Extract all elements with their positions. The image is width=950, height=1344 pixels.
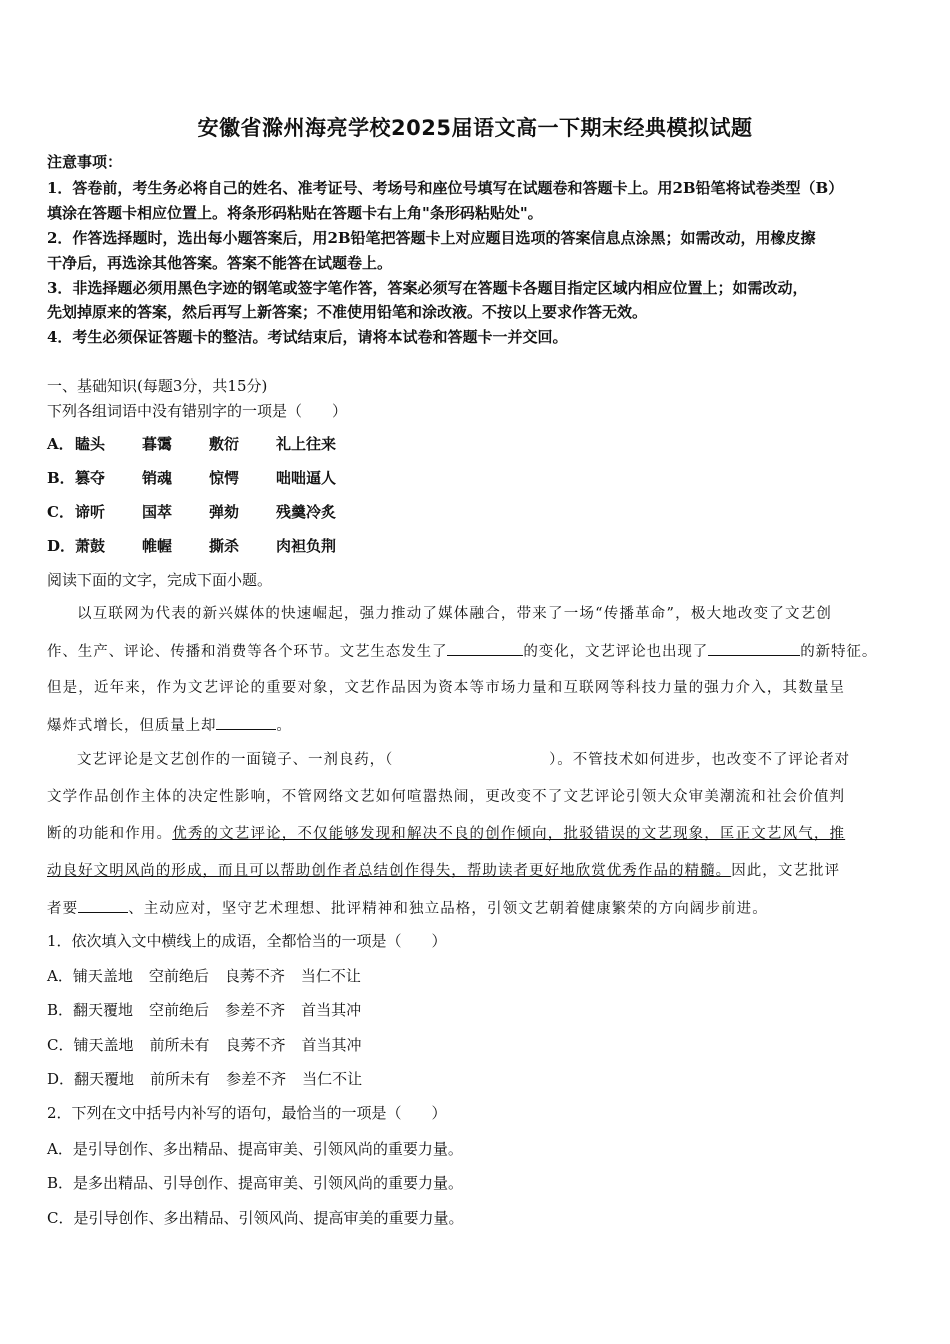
choice-item: 前所未有 <box>149 1036 210 1054</box>
option-label: C． <box>47 503 74 521</box>
choice-label: D． <box>47 1070 75 1088</box>
choice-item: 参差不齐 <box>225 1001 286 1019</box>
passage-text: 断的功能和作用。 <box>47 826 173 842</box>
passage-line <box>47 715 905 736</box>
underlined-text: 优秀的文艺评论，不仅能够发现和解决不良的创作倾向，批驳错误的文艺现象，匡正文艺风气，推 <box>172 826 846 842</box>
option-word: 弹劾 <box>209 503 240 521</box>
notice-heading: 注意事项： <box>47 153 123 171</box>
notice-line: 先划掉原来的答案，然后再写上新答案；不准使用铅笔和涂改液。不按以上要求作答无效。 <box>47 303 648 321</box>
passage-line <box>47 750 905 770</box>
notice-line: 3．非选择题必须用黑色字迹的钢笔或签字笔作答，答案必须写在答题卡各题目指定区域内相应位置上；如需改动， <box>47 279 808 297</box>
choice-label: A． <box>47 967 73 985</box>
fill-blank[interactable] <box>447 641 523 656</box>
section-heading: 一、基础知识(每题3分，共15分) <box>47 377 268 395</box>
choice-item: 良莠不齐 <box>224 967 285 985</box>
fill-blank[interactable] <box>78 898 128 913</box>
choice-item: 当仁不让 <box>300 967 361 985</box>
choice-c[interactable] <box>47 1035 378 1055</box>
choice-b[interactable] <box>47 1173 479 1193</box>
option-word: 瞌头 <box>75 435 106 453</box>
page-title: 安徽省滁州海亮学校2025届语文高一下期末经典模拟试题 <box>197 116 753 140</box>
choice-item: 铺天盖地 <box>73 1036 134 1054</box>
option-word: 暮霭 <box>142 435 173 453</box>
option-word: 敷衍 <box>209 435 240 453</box>
option-word: 咄咄逼人 <box>276 469 337 487</box>
passage-text: 爆炸式增长，但质量上却 <box>47 718 217 734</box>
choice-a[interactable] <box>47 1139 479 1159</box>
notice-line: 4．考生必须保证答题卡的整洁。考试结束后，请将本试卷和答题卡一并交回。 <box>47 328 568 346</box>
notice-line: 填涂在答题卡相应位置上。将条形码粘贴在答题卡右上角"条形码粘贴处"。 <box>47 204 543 222</box>
option-row-b[interactable] <box>47 468 336 488</box>
question-stem: 下列各组词语中没有错别字的一项是（ ） <box>47 402 348 420</box>
passage-line <box>47 898 905 919</box>
choice-item: 空前绝后 <box>149 1001 210 1019</box>
choice-item: 当仁不让 <box>302 1070 363 1088</box>
choice-c[interactable] <box>47 1208 480 1228</box>
fill-blank[interactable] <box>708 641 800 656</box>
option-word: 国萃 <box>142 503 173 521</box>
choice-item: 首当其冲 <box>301 1001 362 1019</box>
passage-text: ）。不管技术如何进步，也改变不了评论者对 <box>549 752 850 768</box>
choice-label: C． <box>47 1209 74 1227</box>
passage-line: 但是，近年来，作为文艺评论的重要对象，文艺作品因为资本等市场力量和互联网等科技力量的强力介入，其数量呈 <box>47 680 846 696</box>
choice-label: B． <box>47 1001 74 1019</box>
choice-text: 是引导创作、多出精品、提高审美、引领风尚的重要力量。 <box>72 1140 463 1158</box>
choice-a[interactable] <box>47 966 377 986</box>
option-row-d[interactable] <box>47 536 336 556</box>
choice-item: 参差不齐 <box>226 1070 287 1088</box>
passage-text: 的变化，文艺评论也出现了 <box>523 644 709 660</box>
choice-item: 首当其冲 <box>301 1036 362 1054</box>
choice-b[interactable] <box>47 1000 377 1020</box>
option-word: 礼上往来 <box>276 435 337 453</box>
option-word: 萧鼓 <box>75 537 106 555</box>
choice-item: 空前绝后 <box>148 967 209 985</box>
option-word: 撕杀 <box>209 537 240 555</box>
option-word: 谛听 <box>75 503 106 521</box>
choice-d[interactable] <box>47 1069 378 1089</box>
passage-text: 的新特征。 <box>800 644 878 660</box>
passage-text: 作、生产、评论、传播和消费等各个环节。文艺生态发生了 <box>47 644 448 660</box>
passage-text: 文艺评论是文艺创作的一面镜子、一剂良药，（ <box>77 752 394 768</box>
choice-item: 前所未有 <box>150 1070 211 1088</box>
option-word: 残羹冷炙 <box>276 503 337 521</box>
notice-line: 2．作答选择题时，选出每小题答案后，用2B铅笔把答题卡上对应题目选项的答案信息点涂黑；如需改动，用橡皮擦 <box>47 229 816 247</box>
choice-text: 是引导创作、多出精品、引领风尚、提高审美的重要力量。 <box>73 1209 464 1227</box>
notice-line: 干净后，再选涂其他答案。答案不能答在试题卷上。 <box>47 254 393 272</box>
passage-line: 文学作品创作主体的决定性影响，不管网络文艺如何喧嚣热闹，更改变不了文艺评论引领大众审美潮流和社会价值判 <box>47 789 846 805</box>
notice-line: 1．答卷前，考生务必将自己的姓名、准考证号、考场号和座位号填写在试题卷和答题卡上。用2B铅笔将试卷类型（B） <box>47 179 844 197</box>
option-word: 肉袒负荆 <box>276 537 337 555</box>
option-label: D． <box>47 537 76 555</box>
choice-item: 翻天覆地 <box>73 1001 134 1019</box>
reading-intro: 阅读下面的文字，完成下面小题。 <box>47 571 273 589</box>
choice-item: 铺天盖地 <box>72 967 133 985</box>
question-stem: 1．依次填入文中横线上的成语，全都恰当的一项是（ ） <box>47 932 447 950</box>
choice-item: 良莠不齐 <box>225 1036 286 1054</box>
choice-item: 翻天覆地 <box>74 1070 135 1088</box>
option-label: B． <box>47 469 75 487</box>
option-word: 销魂 <box>142 469 173 487</box>
passage-line <box>47 641 905 662</box>
option-word: 帷幄 <box>142 537 173 555</box>
passage-line: 以互联网为代表的新兴媒体的快速崛起，强力推动了媒体融合，带来了一场“传播革命”，极大地改变了文艺创 <box>77 606 833 622</box>
option-word: 惊愕 <box>209 469 240 487</box>
passage-line <box>47 824 905 844</box>
passage-text: 者要 <box>47 901 79 917</box>
passage-text: 因此，文艺批评 <box>731 863 841 879</box>
passage-text: 、主动应对，坚守艺术理想、批评精神和独立品格，引领文艺朝着健康繁荣的方向阔步前进。 <box>128 901 768 917</box>
choice-label: A． <box>47 1140 73 1158</box>
option-word: 篡夺 <box>75 469 106 487</box>
underlined-text: 动良好文明风尚的形成，而且可以帮助创作者总结创作得失，帮助读者更好地欣赏优秀作品的精髓。 <box>47 863 732 879</box>
option-row-c[interactable] <box>47 502 336 522</box>
choice-text: 是多出精品、引导创作、提高审美、引领风尚的重要力量。 <box>73 1174 464 1192</box>
option-row-a[interactable] <box>47 434 336 454</box>
choice-label: B． <box>47 1174 74 1192</box>
passage-line <box>47 861 905 881</box>
passage-text: 。 <box>276 718 292 734</box>
fill-blank[interactable] <box>216 715 276 730</box>
option-label: A． <box>47 435 74 453</box>
question-stem: 2．下列在文中括号内补写的语句，最恰当的一项是（ ） <box>47 1104 447 1122</box>
choice-label: C． <box>47 1036 74 1054</box>
